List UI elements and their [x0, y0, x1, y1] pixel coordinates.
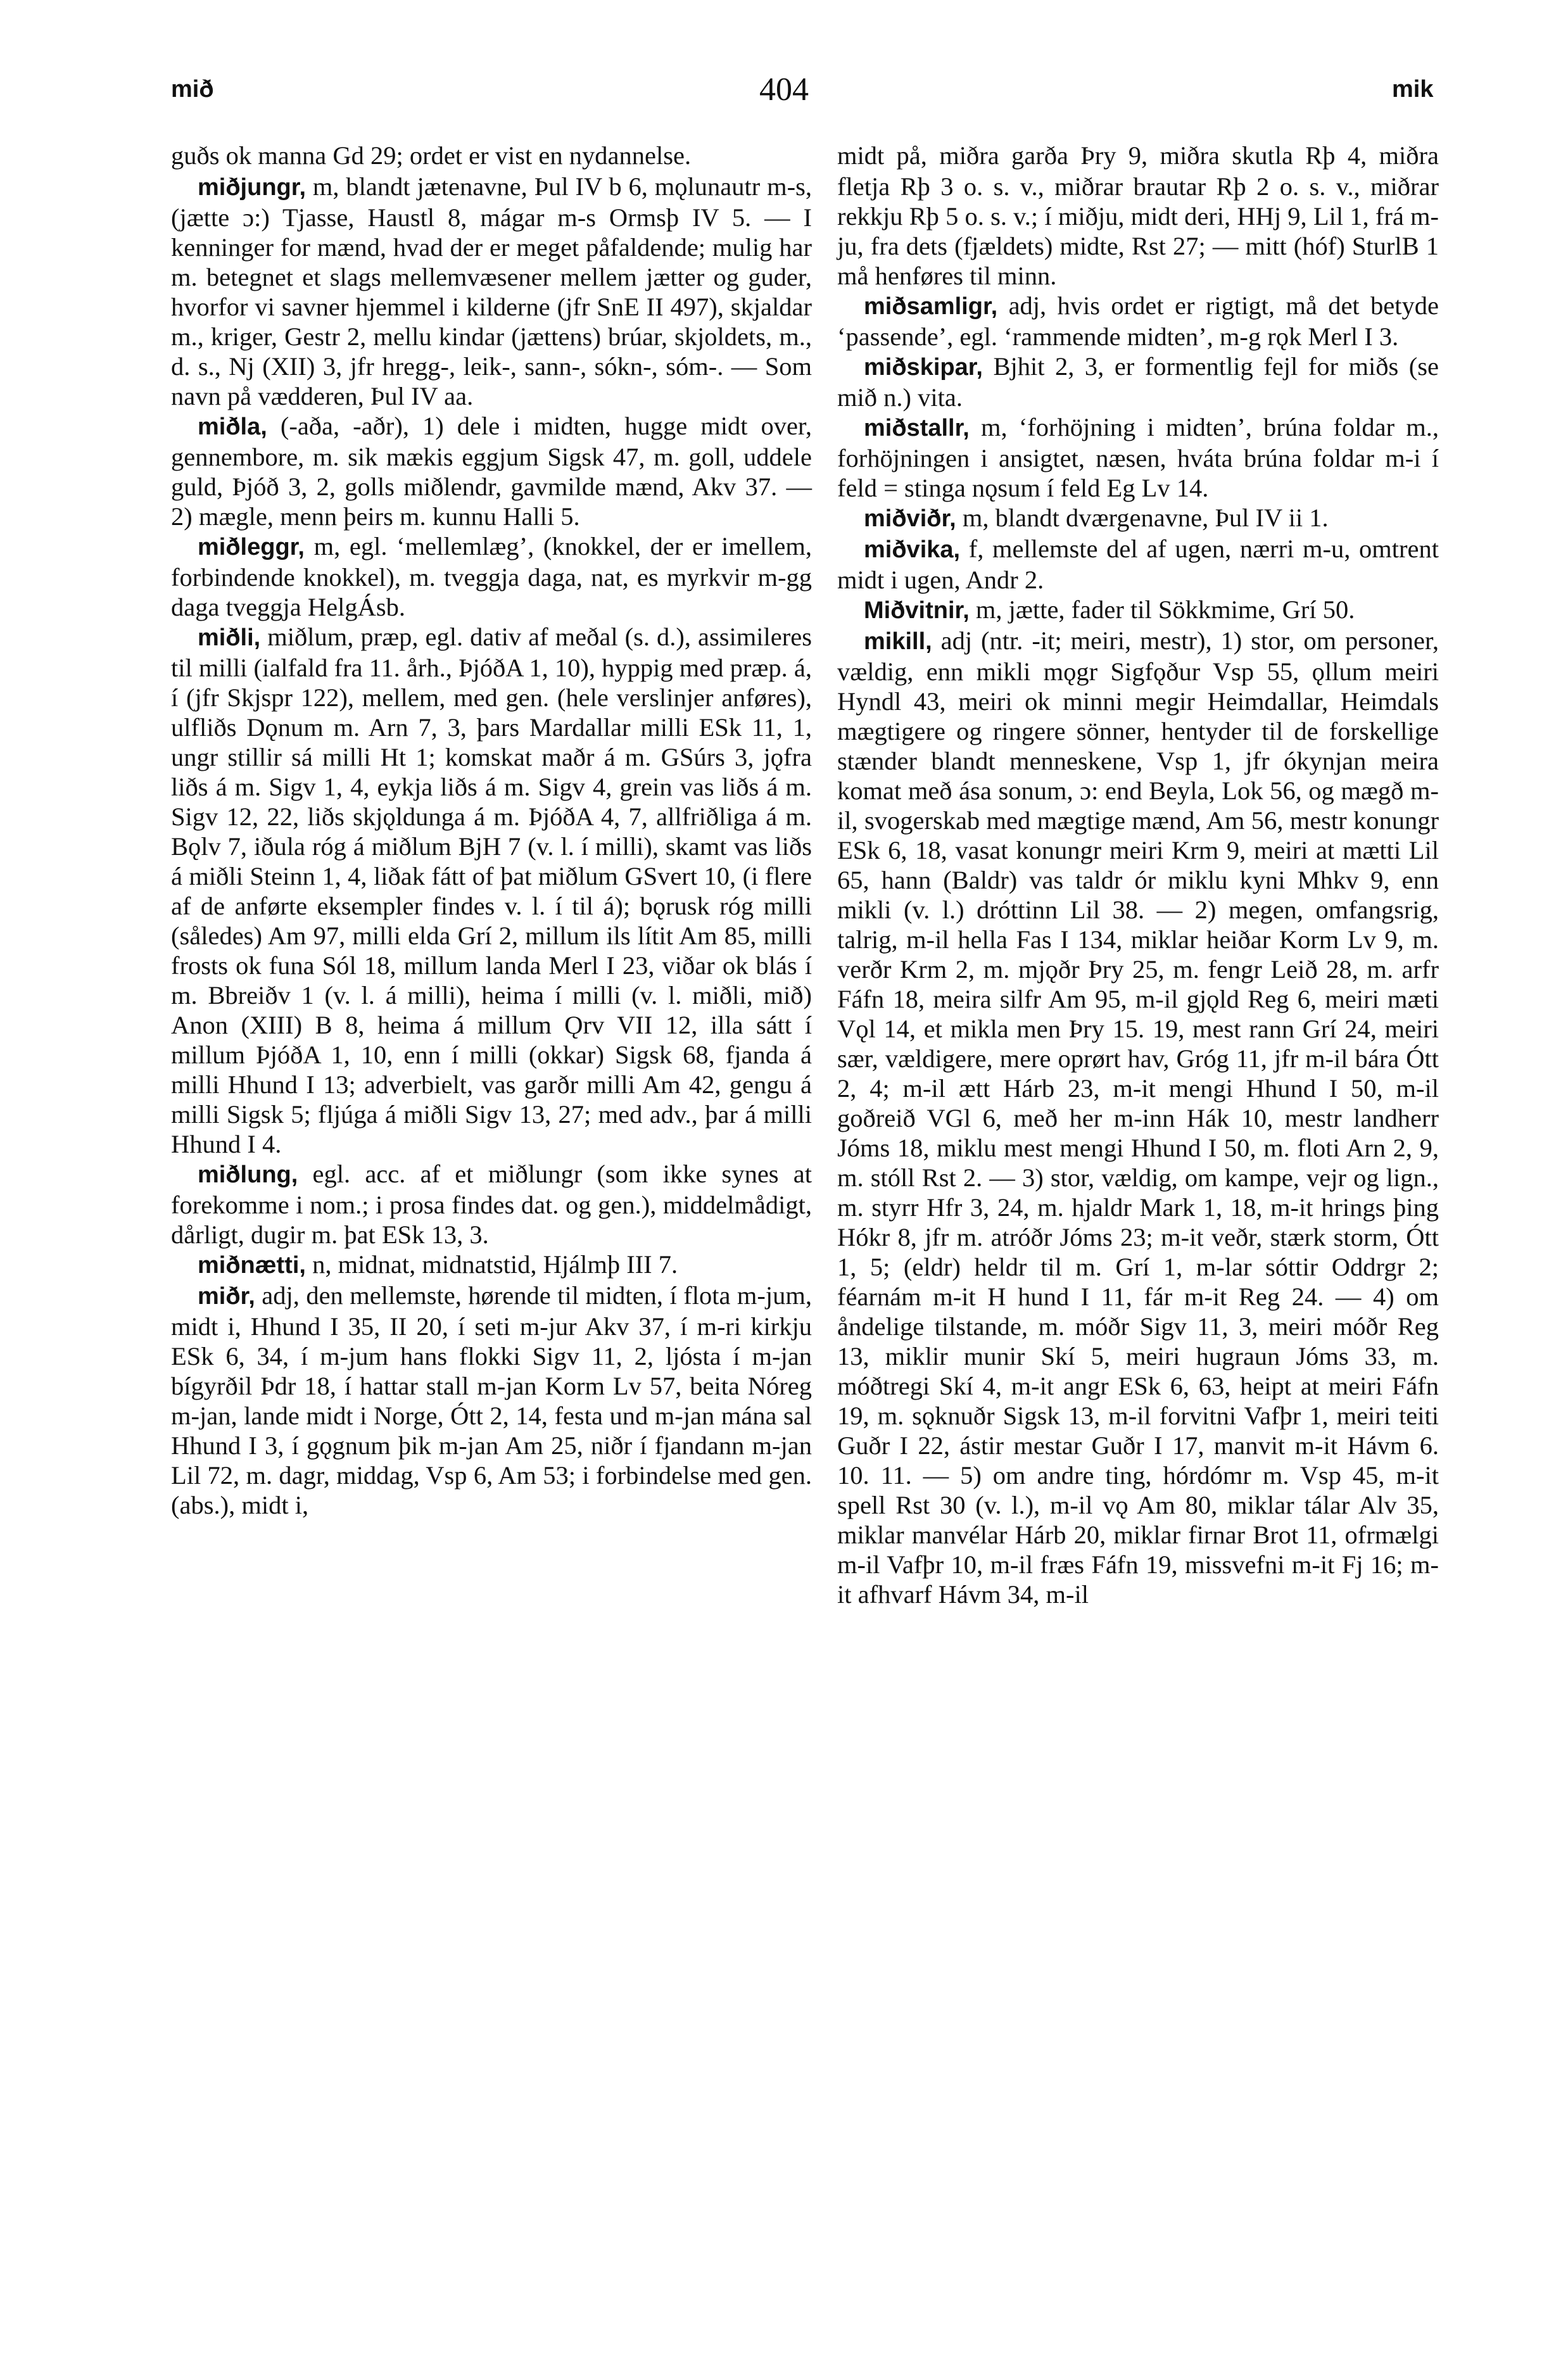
right-guide-word: mik [1392, 76, 1434, 103]
entry-body: adj (ntr. -it; meiri, mestr), 1) stor, om personer, vældig, enn mikli mǫgr Sigfǫður Vsp 55, ǫllum meiri Hyndl 43, meiri ok minni megir Heimdallar, Heimdals mægtigere og ringere sönner, hentyder til de forskellige stænder blandt menneskene, Vsp 1, jfr ókynjan meira komat með ása sonum, ɔ: end Beyla, Lok 56, og mægð m-il, svogerskab med mægtige mænd, Am 56, mestr konungr ESk 6, 18, vasat konungr meiri Krm 9, meiri at mætti Lil 65, hann (Baldr) vas taldr ór miklu kyni Mhkv 9, enn mikli (v. l.) dróttinn Lil 38. — 2) megen, omfangsrig, talrig, m-il hella Fas I 134, miklar heiðar Korm Lv 9, m. verðr Krm 2, m. mjǫðr Þry 25, m. fengr Leið 28, m. arfr Fáfn 18, meira silfr Am 95, m-il gjǫld Reg 6, meiri mæti Vǫl 14, et mikla men Þry 15. 19, mest rann Grí 24, meiri sær, vældigere, mere oprørt hav, Gróg 11, jfr m-il bára Ótt 2, 4; m-il ætt Hárb 23, m-it mengi Hhund I 50, m-il goðreið VGl 6, með her m-inn Hák 10, mestr landherr Jóms 18, miklu mest mengi Hhund I 50, m. floti Arn 2, 9, m. stóll Rst 2. — 3) stor, vældig, om kampe, vejr og lign., m. styrr Hfr 3, 24, m. hjaldr Mark 1, 18, m-it hrings þing Hókr 8, jfr m. atróðr Jóms 23; m-it veðr, stærk storm, Ótt 1, 5; (eldr) heldr til m. Grí 1, m-lar sóttir Oddrgr 2; féarnám m-it H hund I 11, fár m-it Reg 24. — 4) om åndelige tilstande, m. móðr Sigv 11, 3, meiri móðr Reg 13, miklir munir Skí 5, meiri hugraun Jóms 33, m. móðtregi Skí 4, m-it angr ESk 6, 63, heipt at meiri Fáfn 19, m. sǫknuðr Sigsk 13, m-il forvitni Vafþr 1, meiri teiti Guðr I 22, ástir mestar Guðr I 17, manvit m-it Hávm 6. 10. 11. — 5) om andre ting, hórdómr m. Vsp 45, m-it spell Rst 30 (v. l.), m-il vǫ Am 80, miklar tálar Alv 35, miklar manvélar Hárb 20, miklar firnar Brot 11, ofrmælgi m-il Vafþr 10, m-il fræs Fáfn 19, missvefni m-it Fj 16; m-it afhvarf Hávm 34, m-il [837, 626, 1439, 1609]
entry-headword: miðsamligr, [864, 293, 998, 320]
left-column [171, 141, 812, 1520]
entry-body: Bjhit 2, 3, er formentlig fejl for miðs (se mið n.) vita. [837, 352, 1439, 412]
entry-body: (-aða, -aðr), 1) dele i midten, hugge midt over, gennembore, m. sik mækis eggjum Sigsk 47, m. goll, uddele guld, Þjóð 3, 2, golls miðlendr, gavmilde mænd, Akv 37. — 2) mægle, menn þeirs m. kunnu Halli 5. [171, 412, 812, 531]
dictionary-entry [171, 141, 812, 172]
entry-headword: mikill, [864, 628, 932, 655]
dictionary-entry [171, 172, 812, 411]
entry-headword: miðvika, [864, 536, 961, 563]
entry-body: egl. acc. af et miðlungr (som ikke synes at forekomme i nom.; i prosa findes dat. og gen.), middelmådigt, dårligt, dugir m. þat ESk 13, 3. [171, 1160, 812, 1249]
dictionary-entry [837, 626, 1439, 1609]
entry-headword: miðr, [198, 1283, 255, 1310]
entry-body: m, jætte, fader til Sökkmime, Grí 50. [969, 595, 1355, 624]
entry-headword: Miðvitnir, [864, 597, 970, 624]
entry-body: f, mellemste del af ugen, nærri m-u, omtrent midt i ugen, Andr 2. [837, 535, 1439, 594]
entry-body: adj, hvis ordet er rigtigt, må det betyde ‘passende’, egl. ‘rammende midten’, m-g rǫk Merl I 3. [837, 291, 1439, 351]
dictionary-entry [837, 412, 1439, 503]
dictionary-entry [837, 595, 1439, 626]
entry-body: adj, den mellemste, hørende til midten, í flota m-jum, midt i, Hhund I 35, II 20, í seti m-jur Akv 37, í m-ri kirkju ESk 6, 34, í m-jum hans flokki Sigv 11, 2, ljósta í m-jan bígyrðil Þdr 18, í hattar stall m-jan Korm Lv 57, beita Nóreg m-jan, lande midt i Norge, Ótt 2, 14, festa und m-jan mána sal Hhund I 3, í gǫgnum þik m-jan Am 25, niðr í fjandann m-jan Lil 72, m. dagr, middag, Vsp 6, Am 53; i forbindelse med gen. (abs.), midt i, [171, 1281, 812, 1519]
entry-body: m, egl. ‘mellemlæg’, (knokkel, der er imellem, forbindende knokkel), m. tveggja daga, nat, es myrkvir m-gg daga tveggja HelgÁsb. [171, 532, 812, 621]
entry-headword: miðla, [198, 414, 267, 440]
entry-headword: miðstallr, [864, 415, 970, 441]
dictionary-entry [837, 503, 1439, 534]
dictionary-entry [837, 534, 1439, 595]
entry-headword: miðjungr, [198, 174, 306, 201]
entry-body: miðlum, præp, egl. dativ af meðal (s. d.), assimileres til milli (ialfald fra 11. årh., ÞjóðA 1, 10), hyppig med præp. á, í (jfr Skjspr 122), mellem, med gen. (hele verslinjer anføres), ulfliðs Dǫnum m. Arn 7, 3, þars Mardallar milli ESk 11, 1, ungr stillir sá milli Ht 1; komskat maðr á m. GSúrs 3, jǫfra liðs á m. Sigv 1, 4, eykja liðs á m. Sigv 4, grein vas liðs á m. Sigv 12, 22, liðs skjǫldunga á m. ÞjóðA 4, 7, allfriðliga á m. Bǫlv 7, iðula róg á miðlum BjH 7 (v. l. í milli), skamt vas liðs á miðli Steinn 1, 4, liðak fátt of þat miðlum GSvert 10, (i flere af de anførte eksempler findes v. l. í til á); bǫrusk róg milli (således) Am 97, milli elda Grí 2, millum ils lítit Am 85, milli frosts ok funa Sól 18, millum landa Merl I 23, viðar ok blás í m. Bbreiðv 1 (v. l. á milli), heima í milli (v. l. miðli, mið) Anon (XIII) B 8, heima á millum Ǫrv VII 12, illa sátt í millum ÞjóðA 1, 10, enn í milli (okkar) Sigsk 68, fjanda á milli Hhund I 13; adverbielt, vas garðr milli Am 42, gengu á milli Sigsk 5; fljúga á miðli Sigv 13, 27; med adv., þar á milli Hhund I 4. [171, 623, 812, 1158]
entry-headword: miðskipar, [864, 354, 983, 381]
entry-body: midt på, miðra garða Þry 9, miðra skutla Rþ 4, miðra fletja Rþ 3 o. s. v., miðrar brautar Rþ 2 o. s. v., miðrar rekkju Rþ 5 o. s. v.; í miðju, midt deri, HHj 9, Lil 1, frá m-ju, fra dets (fjældets) midte, Rst 27; — mitt (hóf) SturlB 1 må henføres til minn. [837, 141, 1439, 290]
dictionary-entry [171, 411, 812, 531]
dictionary-entry [171, 1159, 812, 1250]
dictionary-entry [171, 1250, 812, 1281]
dictionary-entry [837, 291, 1439, 351]
entry-body: m, blandt jætenavne, Þul IV b 6, mǫlunautr m-s, (jætte ɔ:) Tjasse, Haustl 8, mágar m-s Ormsþ IV 5. — I kenninger for mænd, hvad der er meget påfaldende; mulig har m. betegnet et slags mellemvæsener mellem jætter og guder, hvorfor vi savner hjemmel i kilderne (jfr SnE II 497), skjaldar m., kriger, Gestr 2, mellu kindar (jættens) brúar, skjoldets, m., d. s., Nj (XII) 3, jfr hregg-, leik-, sann-, sókn-, sóm-. — Som navn på vædderen, Þul IV aa. [171, 172, 812, 410]
entry-headword: miðviðr, [864, 505, 956, 532]
dictionary-entry [171, 622, 812, 1159]
dictionary-entry [171, 531, 812, 622]
entry-headword: miðleggr, [198, 534, 305, 560]
dictionary-entry [837, 351, 1439, 412]
entry-body: m, blandt dværgenavne, Þul IV ii 1. [956, 503, 1329, 532]
left-guide-word: mið [171, 76, 214, 103]
right-column [837, 141, 1439, 1609]
dictionary-entry [171, 1281, 812, 1520]
page-number: 404 [759, 72, 809, 108]
entry-body: m, ‘forhöjning i midten’, brúna foldar m., forhöjningen i ansigtet, næsen, hváta brúna foldar m-i í feld = stinga nǫsum í feld Eg Lv 14. [837, 413, 1439, 502]
dictionary-entry [837, 141, 1439, 291]
entry-headword: miðnætti, [198, 1252, 306, 1279]
entry-headword: miðli, [198, 624, 261, 651]
entry-body: guðs ok manna Gd 29; ordet er vist en nydannelse. [171, 141, 692, 170]
entry-headword: miðlung, [198, 1161, 298, 1188]
entry-body: n, midnat, midnatstid, Hjálmþ III 7. [305, 1250, 678, 1279]
